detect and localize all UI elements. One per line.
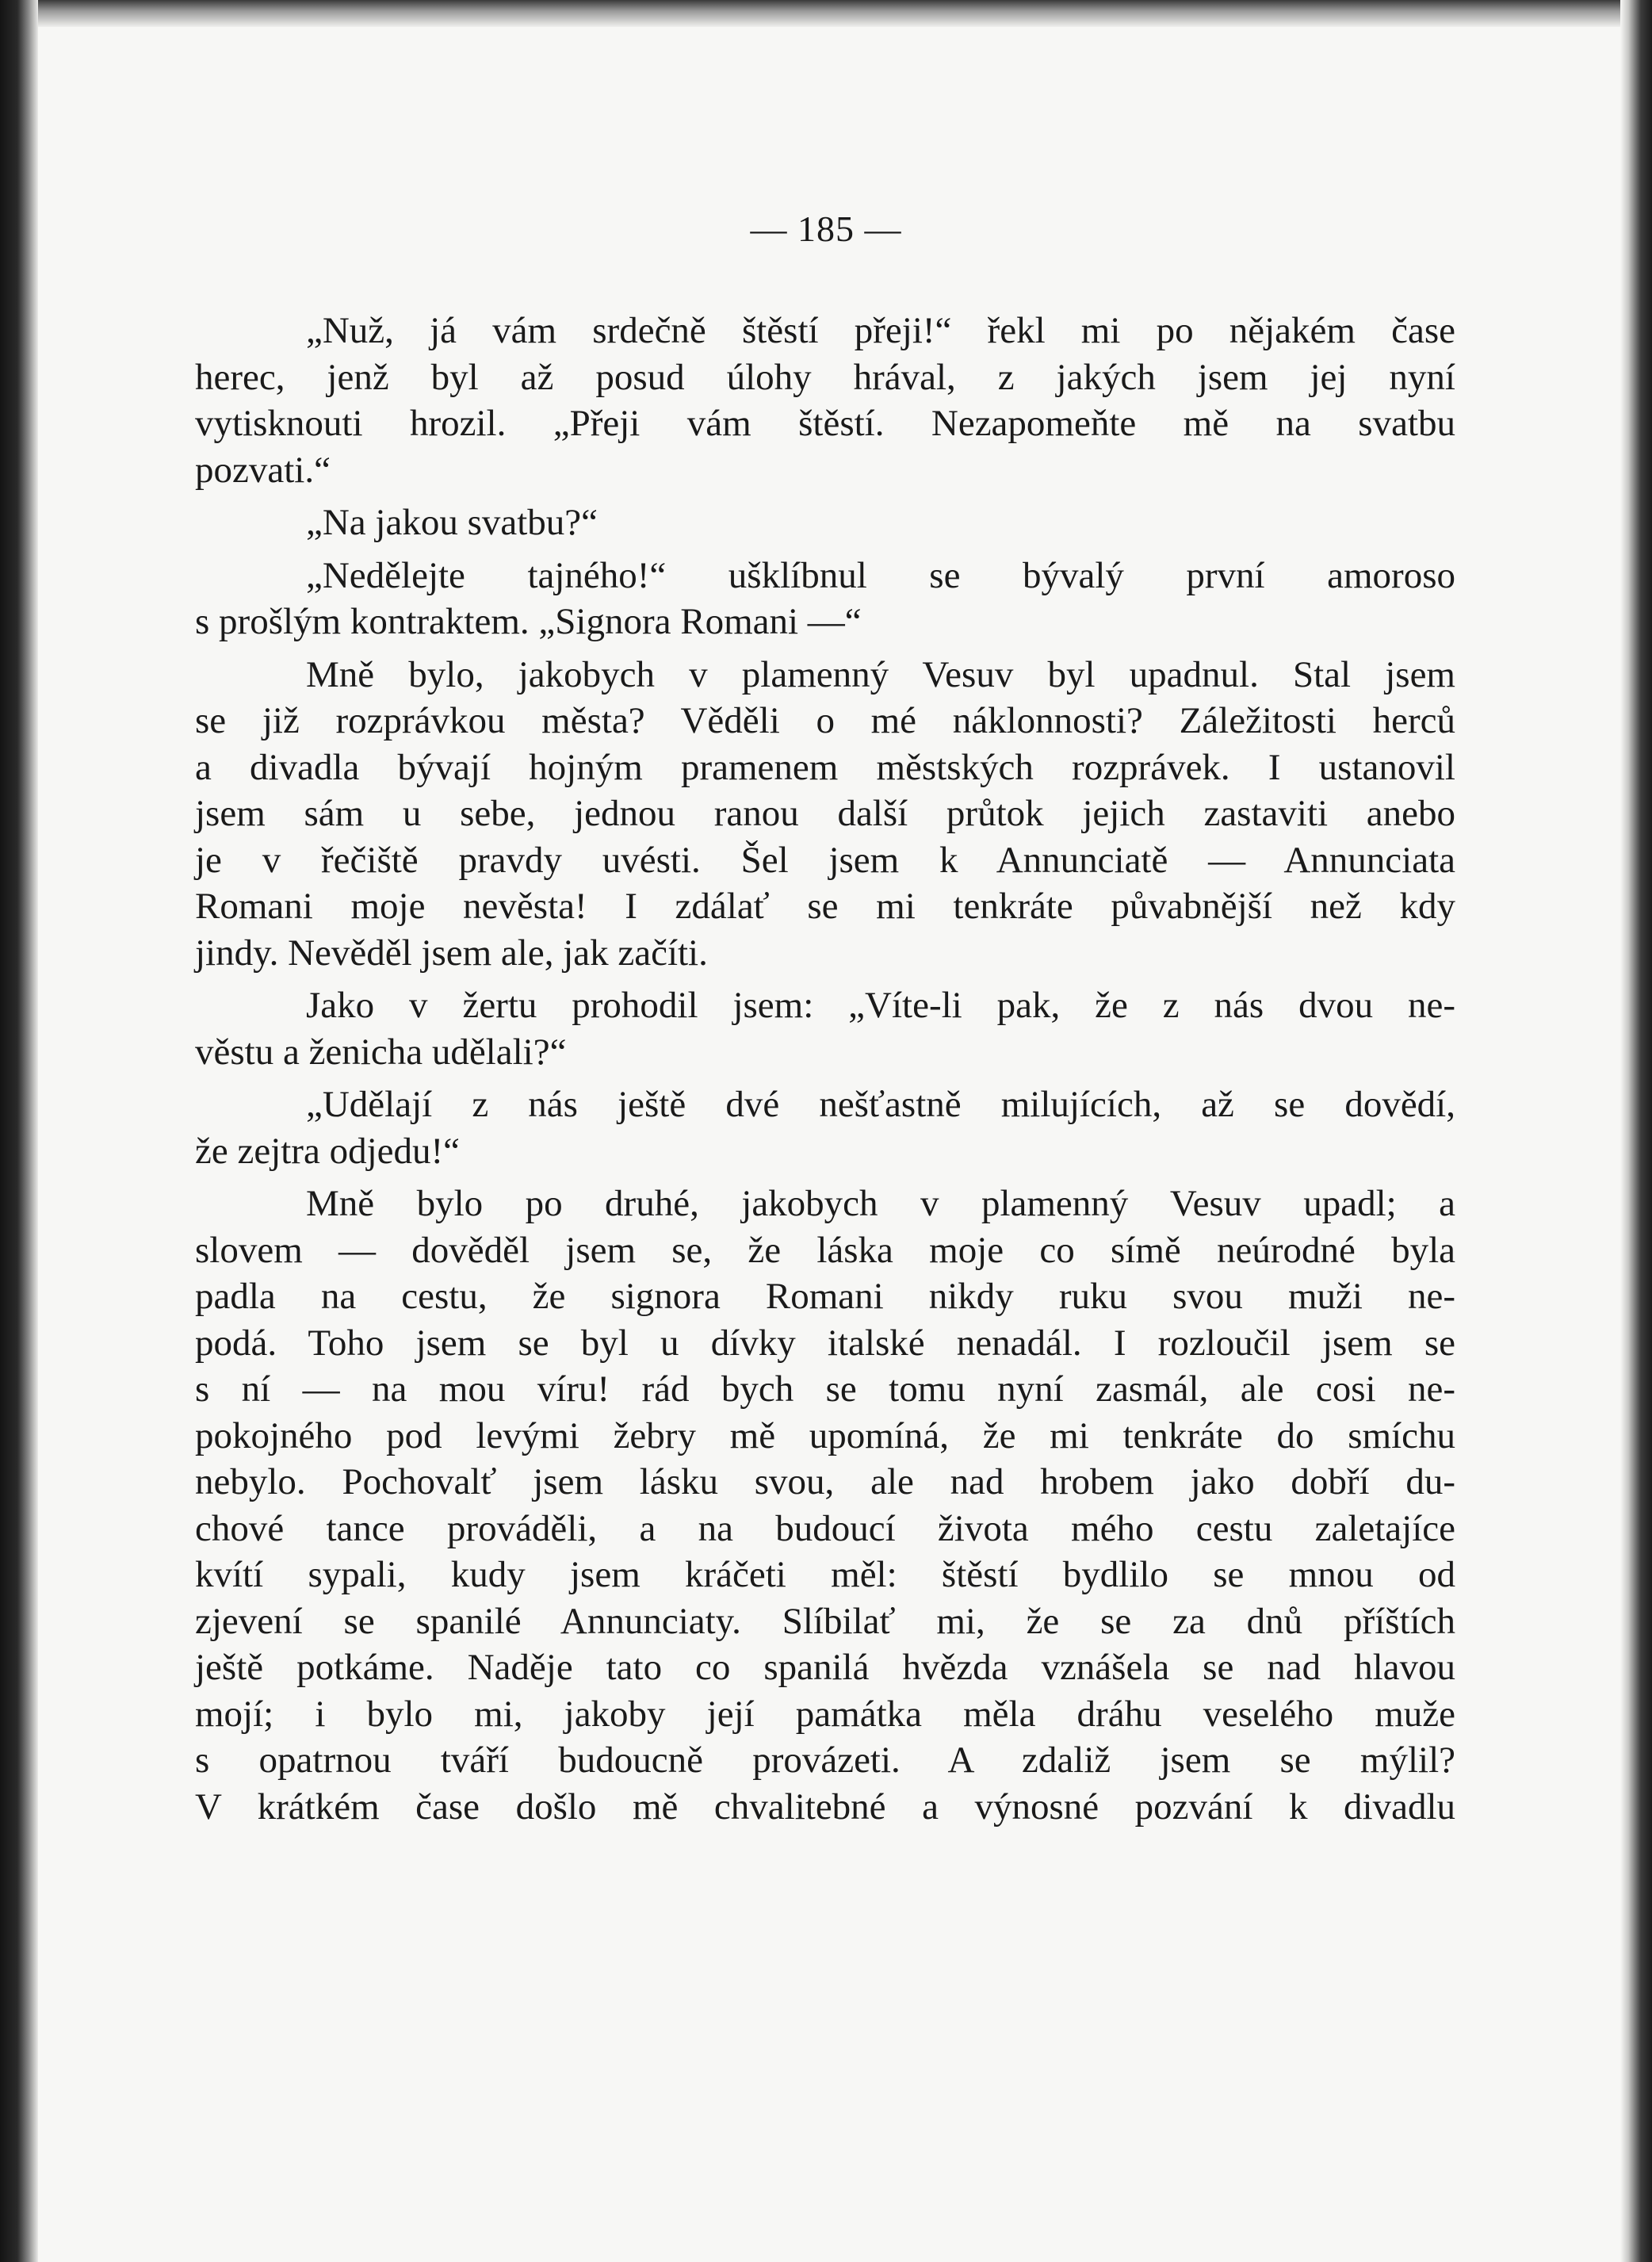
text-line: pokojného pod levými žebry mě upomíná, že mi tenkráte do smíchu — [195, 1414, 1455, 1456]
text-line: jsem sám u sebe, jednou ranou další průtok jejich zastaviti anebo — [195, 793, 1455, 834]
text-line: pozvati.“ — [195, 449, 331, 491]
paragraph-gap — [195, 493, 1455, 499]
paragraph-gap — [195, 1075, 1455, 1081]
text-line: jindy. Nevěděl jsem ale, jak začíti. — [195, 932, 708, 974]
text-line: že zejtra odjedu!“ — [195, 1130, 461, 1172]
page-number: — 185 — — [750, 209, 902, 249]
text-line: kvítí sypali, kudy jsem kráčeti měl: štěstí bydlilo se mnou od — [195, 1554, 1455, 1595]
scan-edge-right — [1620, 0, 1652, 2262]
paragraph-gap — [195, 546, 1455, 553]
paragraph-gap — [195, 1174, 1455, 1181]
text-line: ještě potkáme. Naděje tato co spanilá hvězda vznášela se nad hlavou — [195, 1647, 1455, 1688]
paragraph-gap — [195, 645, 1455, 652]
text-line: a divadla bývají hojným pramenem městských rozprávek. I ustanovil — [195, 746, 1455, 788]
text-line: slovem — dověděl jsem se, že láska moje co símě neúrodné byla — [195, 1229, 1455, 1271]
text-line: s prošlým kontraktem. „Signora Romani —“ — [195, 601, 862, 642]
text-line: chové tance prováděli, a na budoucí života mého cestu zaletajíce — [195, 1507, 1455, 1549]
text-line: Romani moje nevěsta! I zdálať se mi tenkráte půvabnější než kdy — [195, 886, 1455, 927]
scan-edge-top — [0, 0, 1652, 27]
text-line: Mně bylo po druhé, jakobych v plamenný Vesuv upadl; a — [306, 1183, 1455, 1224]
text-line: „Nedělejte tajného!“ ušklíbnul se bývalý první amoroso — [306, 554, 1455, 596]
text-line: V krátkém čase došlo mě chvalitebné a výnosné pozvání k divadlu — [195, 1785, 1455, 1828]
text-line: vytisknouti hrozil. „Přeji vám štěstí. Nezapomeňte mě na svatbu — [195, 403, 1455, 444]
scan-edge-left — [0, 0, 38, 2262]
text-line: je v řečiště pravdy uvésti. Šel jsem k Annunciatě — Annunciata — [195, 839, 1455, 881]
text-line: s opatrnou tváří budoucně provázeti. A zdaliž jsem se mýlil? — [195, 1740, 1455, 1781]
text-line: se již rozprávkou města? Věděli o mé náklonnosti? Záležitosti herců — [195, 700, 1455, 741]
paragraph-gap — [195, 976, 1455, 982]
text-line: s ní — na mou víru! rád bych se tomu nyní zasmál, ale cosi ne- — [195, 1368, 1455, 1410]
text-line: padla na cestu, že signora Romani nikdy ruku svou muži ne- — [195, 1276, 1455, 1317]
text-line: „Udělají z nás ještě dvé nešťastně milujících, až se dovědí, — [306, 1084, 1455, 1125]
text-line: nebylo. Pochovalť jsem lásku svou, ale nad hrobem jako dobří du- — [195, 1461, 1455, 1502]
text-line: Mně bylo, jakobych v plamenný Vesuv byl upadnul. Stal jsem — [306, 653, 1455, 695]
text-line: „Nuž, já vám srdečně štěstí přeji!“ řekl mi po nějakém čase — [306, 310, 1455, 351]
text-line: herec, jenž byl až posud úlohy hrával, z jakých jsem jej nyní — [195, 356, 1455, 398]
text-line: „Na jakou svatbu?“ — [306, 502, 598, 543]
text-line: mojí; i bylo mi, jakoby její památka měla dráhu veselého muže — [195, 1693, 1455, 1735]
text-line: podá. Toho jsem se byl u dívky italské nenadál. I rozloučil jsem se — [195, 1322, 1455, 1364]
text-line: věstu a ženicha udělali?“ — [195, 1031, 567, 1073]
body-text — [195, 308, 1455, 1830]
text-line: zjevení se spanilé Annunciaty. Slíbilať mi, že se za dnů příštích — [195, 1600, 1455, 1642]
text-line: Jako v žertu prohodil jsem: „Víte-li pak, že z nás dvou ne- — [306, 985, 1455, 1026]
